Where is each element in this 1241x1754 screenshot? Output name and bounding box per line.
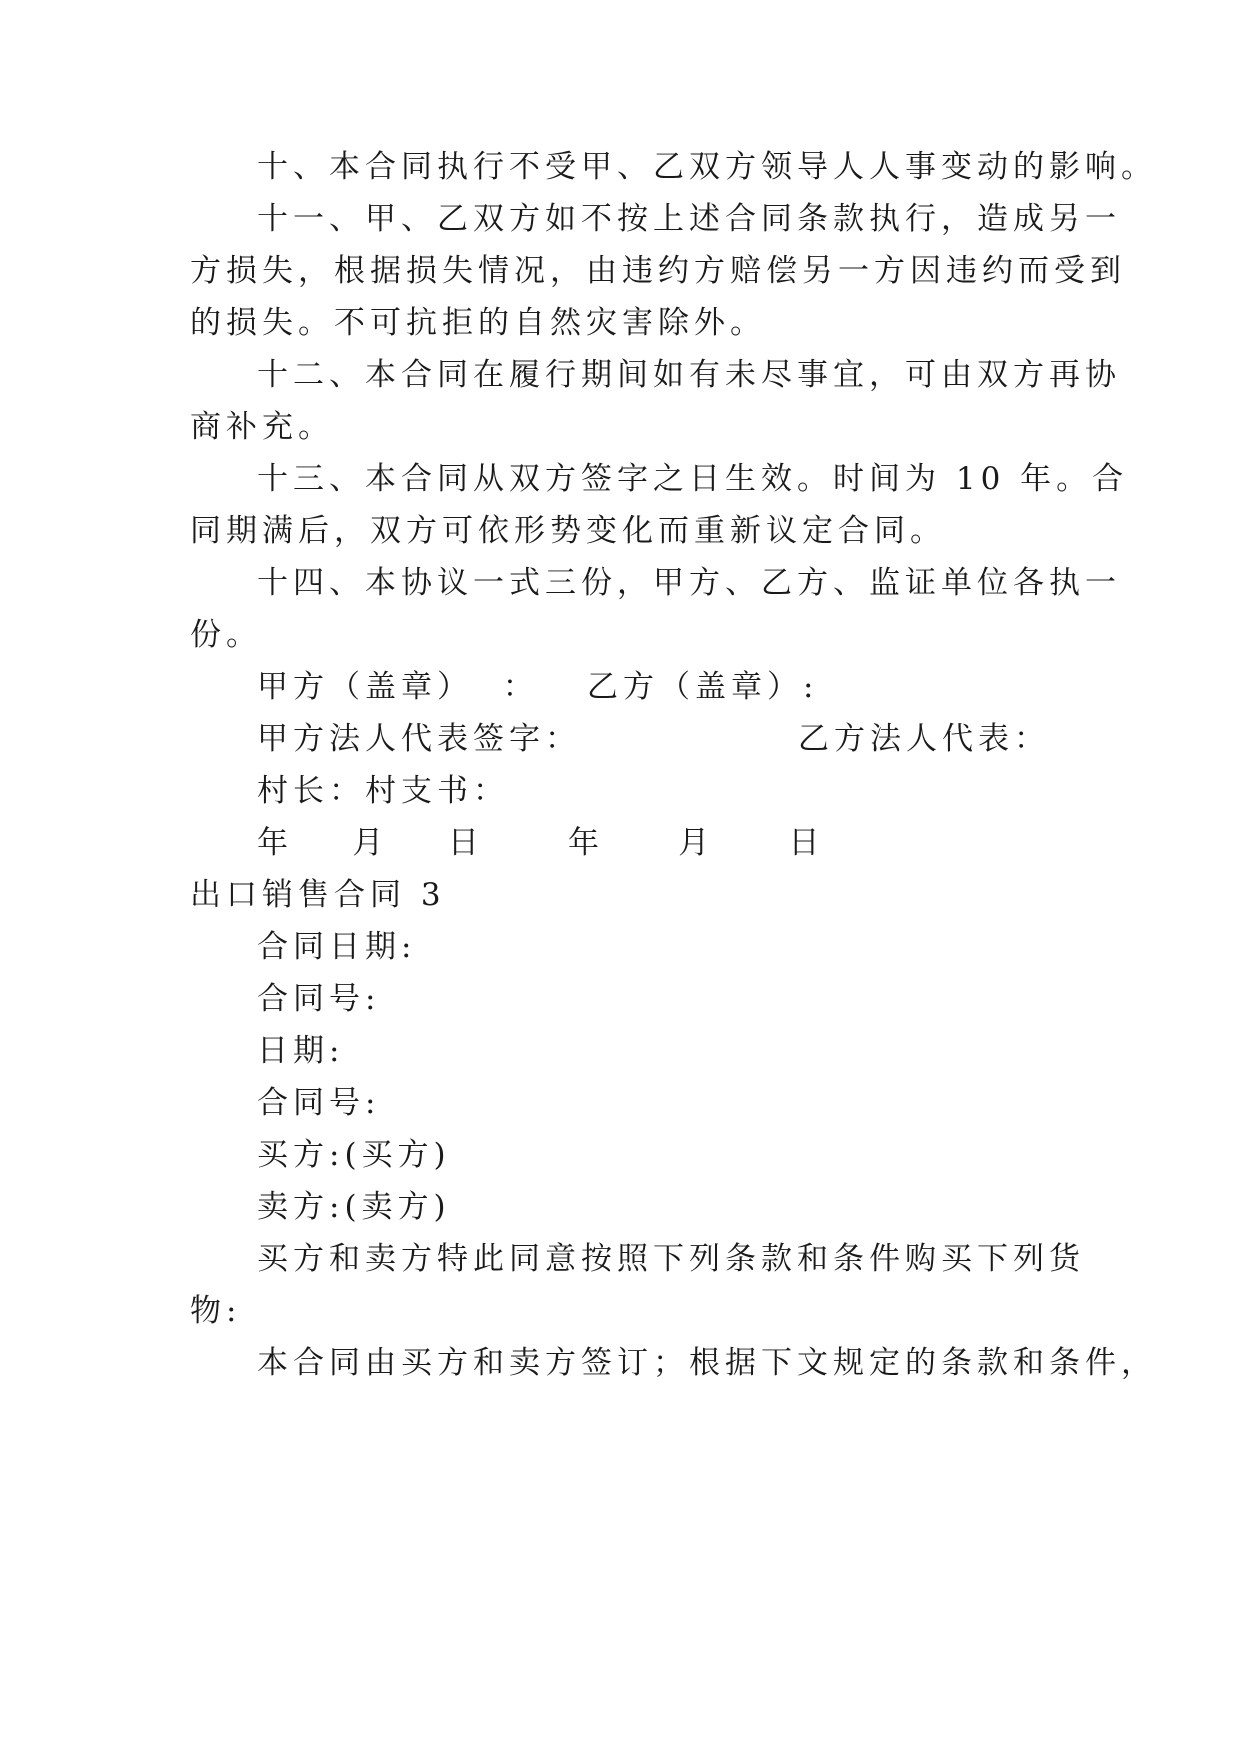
clause-12-line-1: 十二、本合同在履行期间如有未尽事宜，可由双方再协	[257, 357, 1121, 393]
party-b-representative: 乙方法人代表：	[798, 721, 1050, 757]
party-a-seal: 甲方（盖章） ：	[257, 669, 539, 705]
field-contract-number-2: 合同号:	[257, 1085, 381, 1121]
clause-11-line-2: 方损失，根据损失情况，由违约方赔偿另一方因违约而受到	[190, 253, 1126, 289]
section-title: 出口销售合同 3	[190, 877, 446, 913]
clause-10: 十、本合同执行不受甲、乙双方领导人人事变动的影响。	[257, 149, 1157, 185]
clause-14-line-1: 十四、本协议一式三份，甲方、乙方、监证单位各执一	[257, 565, 1121, 601]
agreement-line-2: 物:	[190, 1293, 242, 1329]
agreement-line-1: 买方和卖方特此同意按照下列条款和条件购买下列货	[257, 1241, 1085, 1277]
party-a-representative: 甲方法人代表签字：	[257, 721, 581, 757]
clause-13-line-1: 十三、本合同从双方签字之日生效。时间为 10 年。合	[257, 461, 1129, 497]
village-signatories: 村长：村支书：	[257, 773, 509, 809]
agreement-line-3: 本合同由买方和卖方签订；根据下文规定的条款和条件，	[257, 1345, 1157, 1381]
field-buyer: 买方:(买方)	[257, 1137, 451, 1173]
date-party-a: 年 月 日	[257, 825, 484, 861]
date-party-b: 年 月 日	[568, 825, 825, 861]
field-contract-number: 合同号:	[257, 981, 381, 1017]
party-b-seal: 乙方（盖章）:	[587, 669, 819, 705]
clause-11-line-1: 十一、甲、乙双方如不按上述合同条款执行，造成另一	[257, 201, 1121, 237]
clause-12-line-2: 商补充。	[190, 409, 334, 445]
clause-11-line-3: 的损失。不可抗拒的自然灾害除外。	[190, 305, 766, 341]
field-contract-date: 合同日期:	[257, 929, 417, 965]
field-date: 日期:	[257, 1033, 345, 1069]
field-seller: 卖方:(卖方)	[257, 1189, 451, 1225]
clause-13-line-2: 同期满后，双方可依形势变化而重新议定合同。	[190, 513, 946, 549]
clause-14-line-2: 份。	[190, 617, 262, 653]
